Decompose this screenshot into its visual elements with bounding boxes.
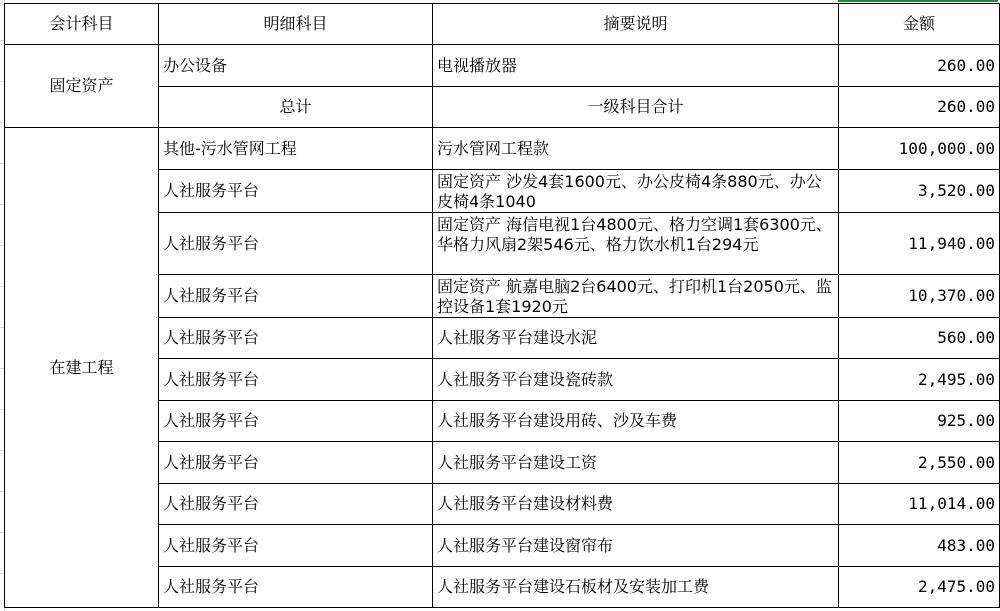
table-row bbox=[5, 128, 1000, 170]
detail-cell[interactable]: 人社服务平台 bbox=[159, 484, 433, 525]
summary-cell[interactable]: 人社服务平台建设窗帘布 bbox=[433, 525, 839, 567]
total-detail-cell[interactable]: 总计 bbox=[159, 87, 433, 128]
detail-cell[interactable]: 人社服务平台 bbox=[159, 318, 433, 359]
cell-selection-indicator bbox=[838, 0, 998, 2]
summary-cell[interactable]: 固定资产 沙发4套1600元、办公皮椅4条880元、办公皮椅4条1040 bbox=[433, 170, 839, 213]
amount-cell[interactable]: 260.00 bbox=[839, 45, 1000, 87]
amount-cell[interactable]: 560.00 bbox=[839, 318, 1000, 359]
summary-cell[interactable]: 人社服务平台建设水泥 bbox=[433, 318, 839, 359]
account-cell-fixed-assets[interactable]: 固定资产 bbox=[5, 45, 159, 128]
detail-cell[interactable]: 人社服务平台 bbox=[159, 442, 433, 484]
detail-cell[interactable]: 人社服务平台 bbox=[159, 359, 433, 401]
detail-cell[interactable]: 其他-污水管网工程 bbox=[159, 128, 433, 170]
header-account[interactable]: 会计科目 bbox=[5, 4, 159, 45]
header-row bbox=[5, 4, 1000, 45]
ledger-table bbox=[4, 3, 1000, 608]
detail-cell[interactable]: 人社服务平台 bbox=[159, 525, 433, 567]
detail-cell[interactable]: 办公设备 bbox=[159, 45, 433, 87]
amount-cell[interactable]: 2,495.00 bbox=[839, 359, 1000, 401]
summary-cell[interactable]: 人社服务平台建设用砖、沙及车费 bbox=[433, 401, 839, 442]
header-summary[interactable]: 摘要说明 bbox=[433, 4, 839, 45]
table-row bbox=[5, 45, 1000, 87]
total-amount-cell[interactable]: 260.00 bbox=[839, 87, 1000, 128]
amount-cell[interactable]: 11,014.00 bbox=[839, 484, 1000, 525]
header-detail[interactable]: 明细科目 bbox=[159, 4, 433, 45]
amount-cell[interactable]: 100,000.00 bbox=[839, 128, 1000, 170]
amount-cell[interactable]: 11,940.00 bbox=[839, 213, 1000, 275]
amount-cell[interactable]: 483.00 bbox=[839, 525, 1000, 567]
amount-cell[interactable]: 925.00 bbox=[839, 401, 1000, 442]
detail-cell[interactable]: 人社服务平台 bbox=[159, 213, 433, 275]
summary-cell[interactable]: 固定资产 航嘉电脑2台6400元、打印机1台2050元、监控设备1套1920元 bbox=[433, 275, 839, 318]
summary-cell[interactable]: 人社服务平台建设石板材及安装加工费 bbox=[433, 567, 839, 608]
summary-cell[interactable]: 人社服务平台建设工资 bbox=[433, 442, 839, 484]
detail-cell[interactable]: 人社服务平台 bbox=[159, 401, 433, 442]
total-summary-cell[interactable]: 一级科目合计 bbox=[433, 87, 839, 128]
summary-cell[interactable]: 人社服务平台建设瓷砖款 bbox=[433, 359, 839, 401]
header-amount[interactable]: 金额 bbox=[839, 4, 1000, 45]
summary-cell[interactable]: 固定资产 海信电视1台4800元、格力空调1套6300元、华格力风扇2架546元、格力饮水机1台294元 bbox=[433, 213, 839, 275]
account-cell-construction[interactable]: 在建工程 bbox=[5, 128, 159, 608]
detail-cell[interactable]: 人社服务平台 bbox=[159, 170, 433, 213]
amount-cell[interactable]: 2,475.00 bbox=[839, 567, 1000, 608]
summary-cell[interactable]: 污水管网工程款 bbox=[433, 128, 839, 170]
summary-cell[interactable]: 电视播放器 bbox=[433, 45, 839, 87]
amount-cell[interactable]: 2,550.00 bbox=[839, 442, 1000, 484]
amount-cell[interactable]: 10,370.00 bbox=[839, 275, 1000, 318]
detail-cell[interactable]: 人社服务平台 bbox=[159, 567, 433, 608]
amount-cell[interactable]: 3,520.00 bbox=[839, 170, 1000, 213]
summary-cell[interactable]: 人社服务平台建设材料费 bbox=[433, 484, 839, 525]
detail-cell[interactable]: 人社服务平台 bbox=[159, 275, 433, 318]
